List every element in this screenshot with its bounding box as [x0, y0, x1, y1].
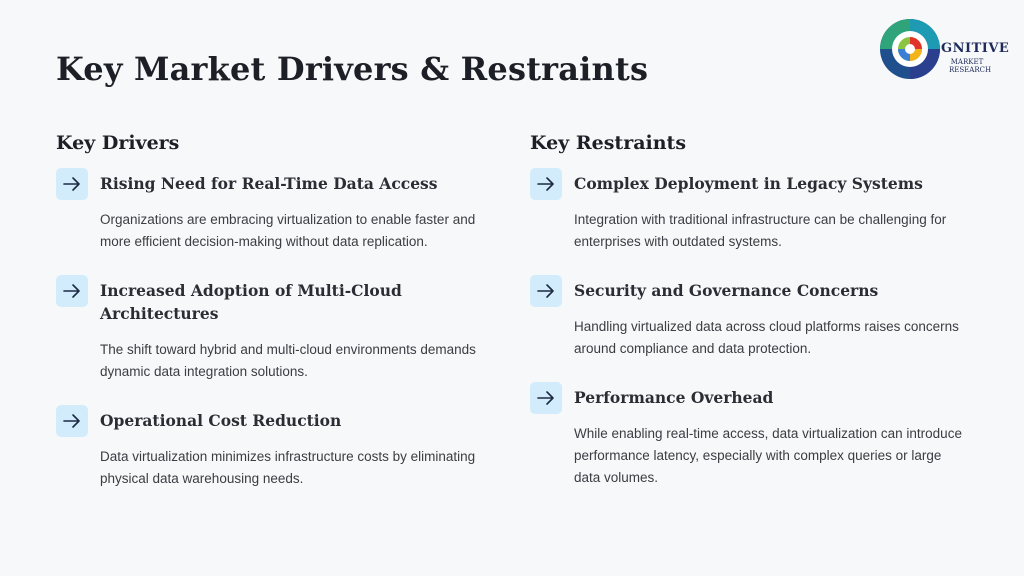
driver-item: [56, 172, 496, 253]
restraint-description: Handling virtualized data across cloud platforms raises concerns around compliance and data protection.: [574, 319, 959, 356]
driver-item: [56, 279, 496, 383]
restraint-title: Complex Deployment in Legacy Systems: [574, 174, 923, 193]
driver-title: Operational Cost Reduction: [100, 411, 342, 430]
arrow-right-icon: [56, 168, 88, 200]
restraint-item: [530, 386, 970, 489]
arrow-right-icon: [530, 168, 562, 200]
restraint-title: Performance Overhead: [574, 388, 774, 407]
drivers-column: [56, 132, 496, 490]
driver-title: Increased Adoption of Multi-Cloud Architectures: [100, 281, 402, 323]
restraint-item: [530, 279, 970, 360]
restraint-description: While enabling real-time access, data virtualization can introduce performance latency, especially with complex queries or large data volumes.: [574, 426, 962, 485]
logo-brand-sub-1: MARKET: [950, 58, 984, 66]
logo-brand-name: GNITIVE: [941, 41, 1010, 56]
arrow-right-icon: [530, 382, 562, 414]
page-title: Key Market Drivers & Restraints: [56, 50, 649, 88]
restraint-item: [530, 172, 970, 253]
driver-title: Rising Need for Real-Time Data Access: [100, 174, 438, 193]
driver-description: Organizations are embracing virtualization to enable faster and more efficient decision-making without data replication.: [100, 212, 476, 249]
arrow-right-icon: [530, 275, 562, 307]
restraints-column: [530, 132, 970, 489]
drivers-heading: Key Drivers: [56, 132, 180, 154]
arrow-right-icon: [56, 405, 88, 437]
restraint-description: Integration with traditional infrastructure can be challenging for enterprises with outdated systems.: [574, 212, 947, 249]
driver-description: The shift toward hybrid and multi-cloud environments demands dynamic data integration solutions.: [100, 342, 476, 379]
driver-description: Data virtualization minimizes infrastructure costs by eliminating physical data warehousing needs.: [100, 449, 476, 486]
logo-brand-sub-2: RESEARCH: [949, 66, 992, 74]
driver-item: [56, 409, 496, 490]
restraints-heading: Key Restraints: [530, 132, 687, 154]
logo-brand-sub: [949, 58, 992, 74]
restraint-title: Security and Governance Concerns: [574, 281, 879, 300]
arrow-right-icon: [56, 275, 88, 307]
